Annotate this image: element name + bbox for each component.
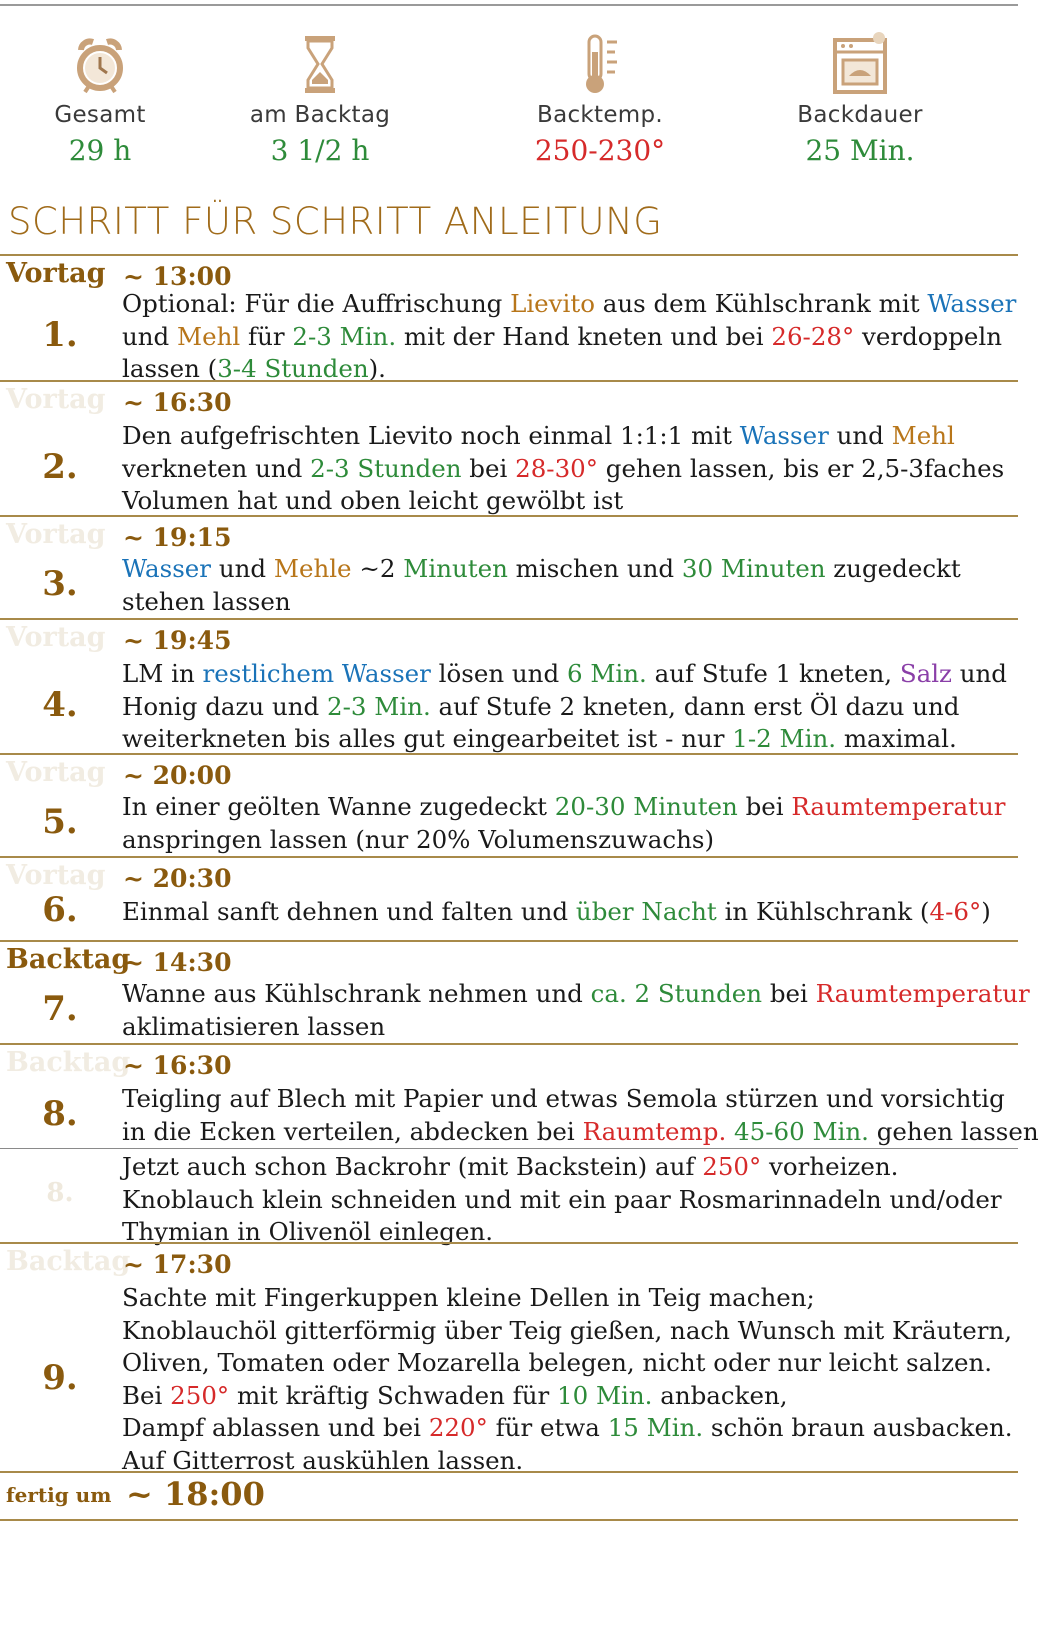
top-divider: [0, 4, 1018, 6]
step-text-span: Raumtemp.: [582, 1116, 727, 1146]
step-line: [122, 1116, 1039, 1149]
step-text: [122, 1151, 1002, 1249]
step-line: [122, 1412, 1013, 1445]
step-text-span: in die Ecken verteilen, abdecken bei: [122, 1116, 583, 1146]
finish-time: ~ 18:00: [126, 1475, 265, 1513]
step-text-span: Minuten: [403, 554, 508, 583]
step-text-span: 1-2 Min.: [732, 724, 837, 753]
step-row: [0, 254, 1018, 383]
recipe-stats: [0, 30, 1018, 180]
step-text-span: lassen (: [122, 354, 218, 383]
stat-label: Gesamt: [54, 102, 146, 128]
step-text-span: mit kräftig Schwaden für: [229, 1380, 557, 1410]
step-text-span: Bei: [122, 1380, 171, 1410]
step-text-span: 6 Min.: [566, 659, 647, 688]
step-line: [122, 1315, 1013, 1348]
step-text-span: ): [981, 897, 991, 926]
stat-value: 250-230°: [534, 134, 666, 167]
step-text-span: Optional: Für die Auffrischung: [122, 289, 511, 318]
step-text: [122, 658, 1007, 756]
step-day: Vortag: [6, 384, 106, 415]
step-text-span: schön braun ausbacken.: [703, 1413, 1013, 1442]
step-line: [122, 420, 1004, 453]
step-line: [122, 288, 1016, 321]
step-text-span: 2-3 Min.: [327, 691, 431, 721]
step-text-span: 220°: [428, 1413, 488, 1442]
step-text-span: bei: [762, 979, 816, 1008]
instruction-table: [0, 254, 1039, 1521]
step-text-span: mischen und: [507, 554, 682, 583]
step-line: [122, 1151, 1002, 1184]
step-text-span: ca. 2 Stunden: [590, 979, 763, 1008]
step-text-span: Jetzt auch schon Backrohr (mit Backstein) auf: [122, 1152, 703, 1181]
step-text-span: Oliven, Tomaten oder Mozarella belegen, nicht oder nur leicht salzen.: [122, 1348, 993, 1377]
step-day: Vortag: [6, 258, 106, 289]
step-line: [122, 978, 1030, 1011]
oven-icon: [825, 30, 895, 98]
step-text-span: bei: [737, 792, 792, 821]
step-text: [122, 288, 1016, 386]
step-text-span: restlichem Wasser: [202, 659, 431, 688]
step-text: [122, 1083, 1039, 1148]
step-text-span: mit der Hand kneten und bei: [396, 321, 772, 351]
finish-label: fertig um: [6, 1483, 112, 1507]
step-text: [122, 896, 991, 929]
step-row: [0, 753, 1018, 856]
step-text: [122, 420, 1004, 518]
step-number: 4.: [42, 685, 78, 725]
step-text-span: auf Stufe 2 kneten, dann erst Öl dazu und: [430, 691, 960, 721]
step-text-span: 30 Minuten: [681, 554, 826, 583]
step-number: 7.: [42, 989, 78, 1029]
step-time: ~ 19:45: [123, 626, 232, 655]
step-text-span: anbacken,: [652, 1380, 788, 1410]
step-text-span: In einer geölten Wanne zugedeckt: [122, 792, 555, 821]
step-row: [0, 618, 1018, 753]
step-text-span: ).: [368, 354, 386, 383]
step-text-span: 3-4 Stunden: [217, 354, 369, 383]
step-time: ~ 17:30: [123, 1250, 232, 1279]
step-text-span: LM in: [122, 659, 203, 688]
step-time: ~ 14:30: [123, 948, 232, 977]
step-row: [0, 1043, 1039, 1148]
step-text-span: lösen und: [430, 659, 567, 688]
stat-value: 25 Min.: [805, 134, 915, 167]
step-text-span: Volumen hat und oben leicht gewölbt ist: [122, 486, 624, 515]
step-line: [122, 691, 1007, 724]
stat-value: 3 1/2 h: [270, 134, 370, 167]
step-text-span: zugedeckt: [825, 554, 961, 583]
stat-label: Backdauer: [797, 102, 923, 128]
step-number: 3.: [42, 564, 78, 604]
step-text-span: Raumtemperatur: [815, 979, 1030, 1008]
step-line: [122, 1011, 1030, 1044]
step-line: [122, 658, 1007, 691]
step-day: Backtag: [6, 1047, 131, 1078]
step-text-span: in Kühlschrank (: [716, 897, 930, 926]
step-text-span: Auf Gitterrost auskühlen lassen.: [122, 1445, 524, 1475]
step-text-span: 20-30 Minuten: [554, 792, 738, 821]
step-text-span: und: [211, 554, 274, 583]
step-line: [122, 824, 1005, 857]
section-heading: SCHRITT FÜR SCHRITT ANLEITUNG: [8, 200, 663, 243]
step-text-span: bei: [461, 453, 516, 483]
step-line: [122, 553, 961, 586]
step-text-span: Sachte mit Fingerkuppen kleine Dellen in Teig machen;: [122, 1283, 815, 1312]
step-line: [122, 896, 991, 929]
thermometer-icon: [565, 30, 635, 98]
step-day: Vortag: [6, 757, 106, 788]
step-day: Vortag: [6, 622, 106, 653]
step-line: [122, 586, 961, 619]
step-line: [122, 1380, 1013, 1413]
step-text: [122, 1282, 1013, 1477]
step-number: 5.: [42, 802, 78, 842]
step-text-span: Salz: [899, 659, 952, 688]
alarm-clock-icon: [65, 30, 135, 98]
step-time: ~ 19:15: [123, 523, 232, 552]
step-text-span: Thymian in Olivenöl einlegen.: [122, 1217, 494, 1246]
step-text-span: Den aufgefrischten Lievito noch einmal 1:1:1 mit: [122, 421, 740, 450]
step-line: [122, 791, 1005, 824]
step-line: [122, 723, 1007, 756]
step-text-span: über Nacht: [575, 897, 717, 926]
step-text: [122, 791, 1005, 856]
step-day: Vortag: [6, 860, 106, 891]
step-line: [122, 453, 1004, 486]
stat-label: Backtemp.: [536, 102, 664, 128]
step-row: [0, 1242, 1018, 1475]
step-text-span: 4-6°: [929, 897, 982, 926]
step-text-span: 26-28°: [771, 321, 855, 351]
step-text-span: Wanne aus Kühlschrank nehmen und: [122, 979, 591, 1008]
step-line: [122, 321, 1016, 354]
step-line: [122, 1184, 1002, 1217]
step-day: Vortag: [6, 519, 106, 550]
step-line: [122, 1282, 1013, 1315]
step-day: Backtag: [6, 1246, 131, 1277]
step-text-span: Knoblauchöl gitterförmig über Teig gießen, nach Wunsch mit Kräutern,: [122, 1315, 1013, 1345]
step-row: [0, 380, 1018, 515]
step-text-span: und: [122, 321, 178, 351]
step-text-span: Lievito: [510, 289, 595, 318]
step-text-span: maximal.: [836, 724, 957, 753]
step-text-span: 2-3 Min.: [292, 321, 397, 351]
step-text-span: auf Stufe 1 kneten,: [646, 659, 900, 688]
step-text: [122, 978, 1030, 1043]
step-text-span: stehen lassen: [122, 586, 291, 616]
stat-bake-temp: [500, 30, 700, 167]
step-number: 8.: [46, 1178, 74, 1208]
step-text-span: 2-3 Stunden: [310, 453, 462, 483]
step-text-span: Honig dazu und: [122, 691, 327, 721]
step-text-span: 45-60 Min.: [734, 1116, 869, 1146]
step-text-span: ~2: [351, 554, 404, 583]
step-time: ~ 20:30: [123, 864, 232, 893]
step-row: [0, 1148, 1018, 1246]
step-row: [0, 856, 1018, 940]
step-text: [122, 553, 961, 618]
step-text-span: aus dem Kühlschrank mit: [594, 289, 928, 318]
step-text-span: Mehle: [273, 554, 352, 583]
step-text-span: Wasser: [739, 421, 829, 450]
step-text-span: vorheizen.: [761, 1152, 899, 1181]
step-text-span: Dampf ablassen und bei: [122, 1413, 429, 1442]
step-text-span: für: [240, 321, 293, 351]
step-day: Backtag: [6, 944, 131, 975]
stat-bake-time: [760, 30, 960, 167]
step-text-span: Einmal sanft dehnen und falten und: [122, 897, 576, 926]
step-text-span: und: [828, 421, 892, 450]
step-text-span: für etwa: [487, 1413, 608, 1442]
step-row: [0, 940, 1030, 1043]
step-text-span: [726, 1117, 734, 1146]
hourglass-icon: [285, 30, 355, 98]
step-line: [122, 1347, 1013, 1380]
step-number: 9.: [42, 1358, 78, 1398]
step-time: ~ 20:00: [123, 761, 232, 790]
step-number: 1.: [42, 315, 78, 355]
step-time: ~ 13:00: [123, 262, 232, 291]
step-text-span: Wasser: [927, 289, 1017, 318]
step-text-span: anspringen lassen (nur 20% Volumenszuwachs): [122, 824, 715, 854]
step-line: [122, 1083, 1039, 1116]
step-text-span: gehen lassen: [868, 1116, 1039, 1146]
step-text-span: weiterkneten bis alles gut eingearbeitet ist - nur: [122, 724, 733, 753]
step-text-span: und: [951, 659, 1007, 688]
step-text-span: Mehl: [891, 421, 955, 450]
stat-total: [0, 30, 200, 167]
step-text-span: 250°: [170, 1380, 230, 1410]
step-text-span: Teigling auf Blech mit Papier und etwas Semola stürzen und vorsichtig: [122, 1084, 1005, 1113]
step-number: 8.: [42, 1094, 78, 1134]
stat-baking-day: [220, 30, 420, 167]
step-text-span: 28-30°: [515, 453, 598, 483]
step-number: 2.: [42, 447, 78, 487]
step-number: 6.: [42, 890, 78, 930]
step-text-span: 250°: [702, 1152, 762, 1181]
step-text-span: verdoppeln: [854, 321, 1003, 351]
step-line: [122, 485, 1004, 518]
step-text-span: verkneten und: [122, 453, 311, 483]
step-time: ~ 16:30: [123, 1051, 232, 1080]
step-text-span: 10 Min.: [557, 1380, 653, 1410]
step-text-span: aklimatisieren lassen: [122, 1011, 386, 1041]
step-text-span: Mehl: [177, 321, 241, 351]
step-text-span: Knoblauch klein schneiden und mit ein paar Rosmarinnadeln und/oder: [122, 1184, 1002, 1214]
step-text-span: 15 Min.: [607, 1413, 704, 1442]
step-text-span: Wasser: [122, 554, 212, 583]
step-time: ~ 16:30: [123, 388, 232, 417]
step-row: [0, 515, 1018, 618]
step-text-span: gehen lassen, bis er 2,5-3faches: [598, 453, 1005, 483]
step-text-span: Raumtemperatur: [791, 792, 1006, 821]
finish-row: [0, 1471, 1018, 1521]
stat-value: 29 h: [68, 134, 132, 167]
stat-label: am Backtag: [249, 102, 391, 128]
